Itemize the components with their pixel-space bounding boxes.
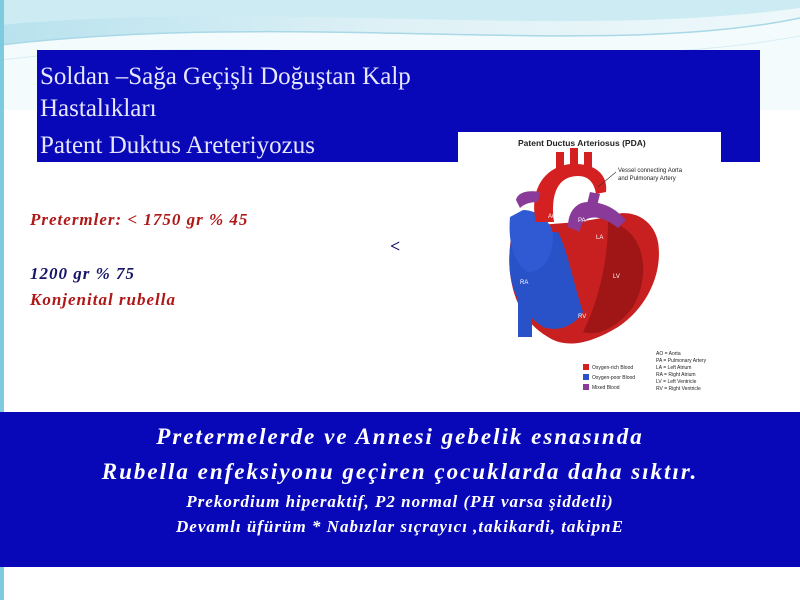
callout-text-2: and Pulmonary Artery xyxy=(618,176,676,182)
pda-diagram xyxy=(458,132,721,396)
label-ra: RA xyxy=(520,280,529,286)
abbr-rv: RV = Right Ventricle xyxy=(656,386,701,392)
heart-illustration xyxy=(458,132,721,396)
preterm-label: Pretermler: xyxy=(30,210,123,229)
rubella-text: Konjenital rubella xyxy=(30,290,176,309)
legend-swatch-mixed xyxy=(583,384,589,390)
aorta-branch-1 xyxy=(556,152,564,172)
less-than-symbol: < xyxy=(390,236,401,256)
legend-mixed: Mixed Blood xyxy=(592,385,620,391)
title-line-1: Soldan –Sağa Geçişli Doğuştan Kalp xyxy=(40,63,411,90)
legend-swatch-oxygen-rich xyxy=(583,364,589,370)
abbr-pa: PA = Pulmonary Artery xyxy=(656,358,707,364)
bottom-line-3: Prekordium hiperaktif, P2 normal (PH varsa şiddetli) xyxy=(186,492,614,511)
preterm-line-2 xyxy=(30,264,135,284)
preterm-value-2: 1200 gr % 75 xyxy=(30,264,136,283)
abbr-la: LA = Left Atrium xyxy=(656,365,692,371)
aorta-branch-2 xyxy=(570,148,578,170)
label-la: LA xyxy=(596,235,604,241)
preterm-value-1: < 1750 gr % 45 xyxy=(127,210,249,229)
legend-oxygen-rich: Oxygen-rich Blood xyxy=(592,365,634,371)
label-rv: RV xyxy=(578,314,587,320)
diagram-title: Patent Ductus Arteriosus (PDA) xyxy=(518,138,646,148)
preterm-line xyxy=(30,210,248,230)
abbr-ao: AO = Aorta xyxy=(656,351,681,357)
abbr-ra: RA = Right Atrium xyxy=(656,372,696,378)
bottom-line-1: Pretermelerde ve Annesi gebelik esnasında xyxy=(156,424,644,449)
label-pa: PA xyxy=(578,218,586,224)
legend-oxygen-poor: Oxygen-poor Blood xyxy=(592,375,636,381)
bottom-line-2: Rubella enfeksiyonu geçiren çocuklarda daha sıktır. xyxy=(101,459,699,484)
callout-text-1: Vessel connecting Aorta xyxy=(618,168,683,174)
inferior-vena-cava xyxy=(518,282,532,337)
legend-swatch-oxygen-poor xyxy=(583,374,589,380)
abbr-lv: LV = Left Ventricle xyxy=(656,379,697,385)
label-lv: LV xyxy=(613,274,620,280)
title-line-2: Hastalıkları xyxy=(40,95,157,122)
aorta-branch-3 xyxy=(584,152,592,172)
title-line-3: Patent Duktus Areteriyozus xyxy=(40,132,315,159)
rubella-line xyxy=(30,290,176,310)
bottom-line-4: Devamlı üfürüm * Nabızlar sıçrayıcı ,takikardi, takipnE xyxy=(176,517,624,536)
label-ao: AO xyxy=(548,214,557,220)
